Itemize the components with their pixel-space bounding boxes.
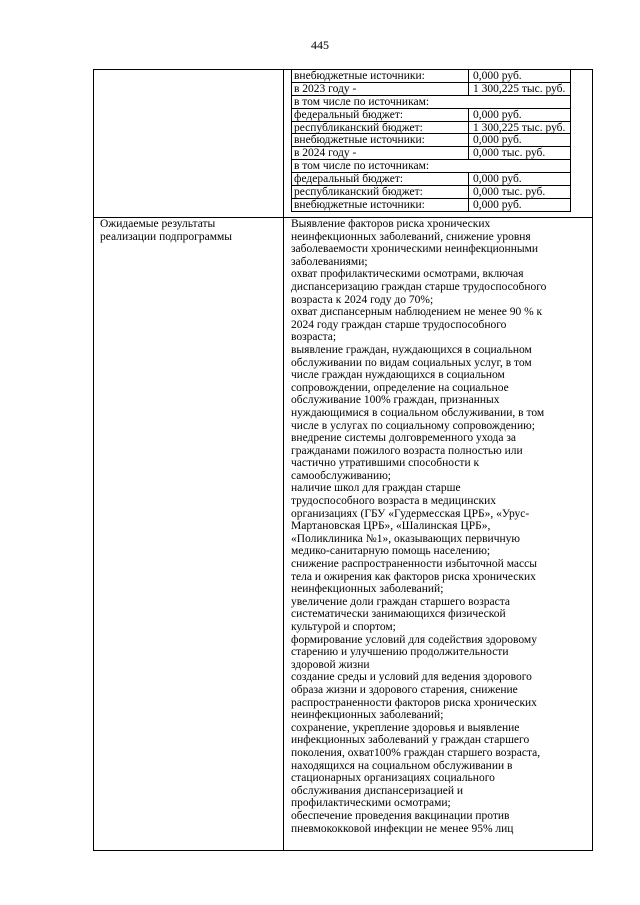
- results-line: образа жизни и здорового старения, снижение: [291, 683, 518, 696]
- results-line: числе граждан нуждающихся в социальном: [291, 369, 505, 382]
- results-line: увеличение доли граждан старшего возраста: [291, 595, 511, 608]
- financing-label: внебюджетные источники:: [292, 199, 469, 211]
- financing-row: [291, 173, 571, 186]
- column-divider: [283, 70, 284, 850]
- results-line: тела и ожирения как факторов риска хронических: [291, 570, 536, 583]
- results-line: здоровой жизни: [291, 658, 370, 671]
- expected-results-text: [291, 218, 587, 835]
- results-line: старению и улучшению продолжительности: [291, 646, 509, 659]
- results-line: инфекционных заболеваний у граждан старшего: [291, 734, 530, 747]
- expected-results-label: [100, 218, 278, 243]
- results-line: неинфекционных заболеваний;: [291, 583, 444, 596]
- financing-label: в том числе по источникам:: [294, 95, 430, 108]
- results-line: 2024 году граждан старше трудоспособного: [291, 318, 507, 331]
- results-line: профилактическими осмотрами;: [291, 797, 451, 810]
- financing-value: 1 300,225 тыс. руб.: [473, 82, 566, 95]
- results-line: внедрение системы долговременного ухода за: [291, 432, 517, 445]
- results-line: находящихся на социальном обслуживании в: [291, 759, 513, 772]
- results-line: нуждающимися в социальном обслуживании, в том: [291, 406, 545, 419]
- results-line: неинфекционных заболеваний, снижение уровня: [291, 230, 531, 243]
- financing-value: 0,000 руб.: [473, 198, 522, 211]
- financing-label: в 2024 году -: [292, 147, 469, 159]
- financing-row: [291, 83, 571, 96]
- results-line: гражданами пожилого возраста полностью или: [291, 444, 523, 457]
- subprogram-table: [93, 69, 593, 851]
- financing-row: [291, 109, 571, 122]
- results-line: неинфекционных заболеваний;: [291, 709, 444, 722]
- financing-row: [291, 186, 571, 199]
- results-line: сохранение, укрепление здоровья и выявление: [291, 721, 520, 734]
- financing-row: [291, 122, 571, 135]
- results-line: выявление граждан, нуждающихся в социальном: [291, 343, 532, 356]
- financing-value: 0,000 руб.: [473, 173, 522, 186]
- financing-value: 0,000 руб.: [473, 108, 522, 121]
- financing-label: республиканский бюджет:: [292, 186, 469, 198]
- results-line: охват диспансерным наблюдением не менее 90 % к: [291, 306, 543, 319]
- results-line: диспансеризацию граждан старше трудоспособного: [291, 280, 547, 293]
- results-line: трудоспособного возраста в медицинских: [291, 495, 496, 508]
- label-line: реализации подпрограммы: [100, 230, 233, 243]
- financing-row: [291, 134, 571, 147]
- results-line: «Поликлиника №1», оказывающих первичную: [291, 532, 520, 545]
- financing-value: 0,000 тыс. руб.: [473, 186, 546, 198]
- results-line: обеспечение проведения вакцинации против: [291, 809, 510, 822]
- results-line: частично утратившими способности к: [291, 457, 480, 470]
- financing-label: внебюджетные источники:: [292, 70, 469, 82]
- results-line: обслуживании по видам социальных услуг, в том: [291, 356, 532, 369]
- financing-row: [291, 96, 571, 109]
- results-line: организациях (ГБУ «Гудермесская ЦРБ», «Урус-: [291, 507, 530, 520]
- financing-row: [291, 199, 571, 212]
- financing-row: [291, 160, 571, 173]
- results-line: Выявление факторов риска хронических: [291, 218, 491, 230]
- results-line: культурой и спортом;: [291, 621, 396, 633]
- results-line: пневмококковой инфекции не менее 95% лиц: [291, 822, 514, 835]
- results-line: снижение распространенности избыточной массы: [291, 558, 537, 571]
- financing-row: [291, 147, 571, 160]
- financing-value: 0,000 руб.: [473, 70, 522, 82]
- results-line: наличие школ для граждан старше: [291, 482, 461, 495]
- financing-label: в том числе по источникам:: [294, 160, 430, 173]
- financing-label: федеральный бюджет:: [292, 173, 469, 185]
- results-line: возраста к 2024 году до 70%;: [291, 293, 434, 306]
- label-line: Ожидаемые результаты: [100, 218, 216, 230]
- results-line: создание среды и условий для ведения здорового: [291, 671, 532, 684]
- results-line: Мартановская ЦРБ», «Шалинская ЦРБ»,: [291, 520, 491, 533]
- page-number: 445: [311, 38, 329, 52]
- results-line: распространенности факторов риска хронических: [291, 696, 537, 709]
- results-line: числе в услугах по социальному сопровождению;: [291, 419, 535, 432]
- financing-label: федеральный бюджет:: [292, 109, 469, 121]
- results-line: формирование условий для содействия здоровому: [291, 633, 537, 646]
- results-line: поколения, охват100% граждан старшего возраста,: [291, 746, 541, 759]
- financing-label: республиканский бюджет:: [292, 122, 469, 134]
- financing-value: 0,000 руб.: [473, 134, 522, 147]
- financing-value: 0,000 тыс. руб.: [473, 147, 546, 160]
- financing-label: внебюджетные источники:: [292, 134, 469, 146]
- results-line: заболеваемости хроническими неинфекционными: [291, 243, 539, 256]
- results-line: обслуживание 100% граждан, признанных: [291, 394, 500, 407]
- results-line: стационарных организациях социального: [291, 772, 495, 785]
- results-line: заболеваниями;: [291, 255, 368, 268]
- financing-value: 1 300,225 тыс. руб.: [473, 121, 566, 134]
- financing-label: в 2023 году -: [292, 83, 469, 95]
- results-line: охват профилактическими осмотрами, включая: [291, 268, 524, 281]
- financing-row: [291, 70, 571, 83]
- results-line: систематически занимающихся физической: [291, 608, 506, 621]
- results-line: самообслуживанию;: [291, 469, 391, 482]
- results-line: возраста;: [291, 331, 337, 344]
- results-line: сопровождении, определение на социальное: [291, 381, 509, 394]
- financing-subtable: [291, 70, 571, 212]
- results-line: обслуживания диспансеризацией и: [291, 784, 464, 797]
- results-line: медико-санитарную помощь населению;: [291, 545, 491, 558]
